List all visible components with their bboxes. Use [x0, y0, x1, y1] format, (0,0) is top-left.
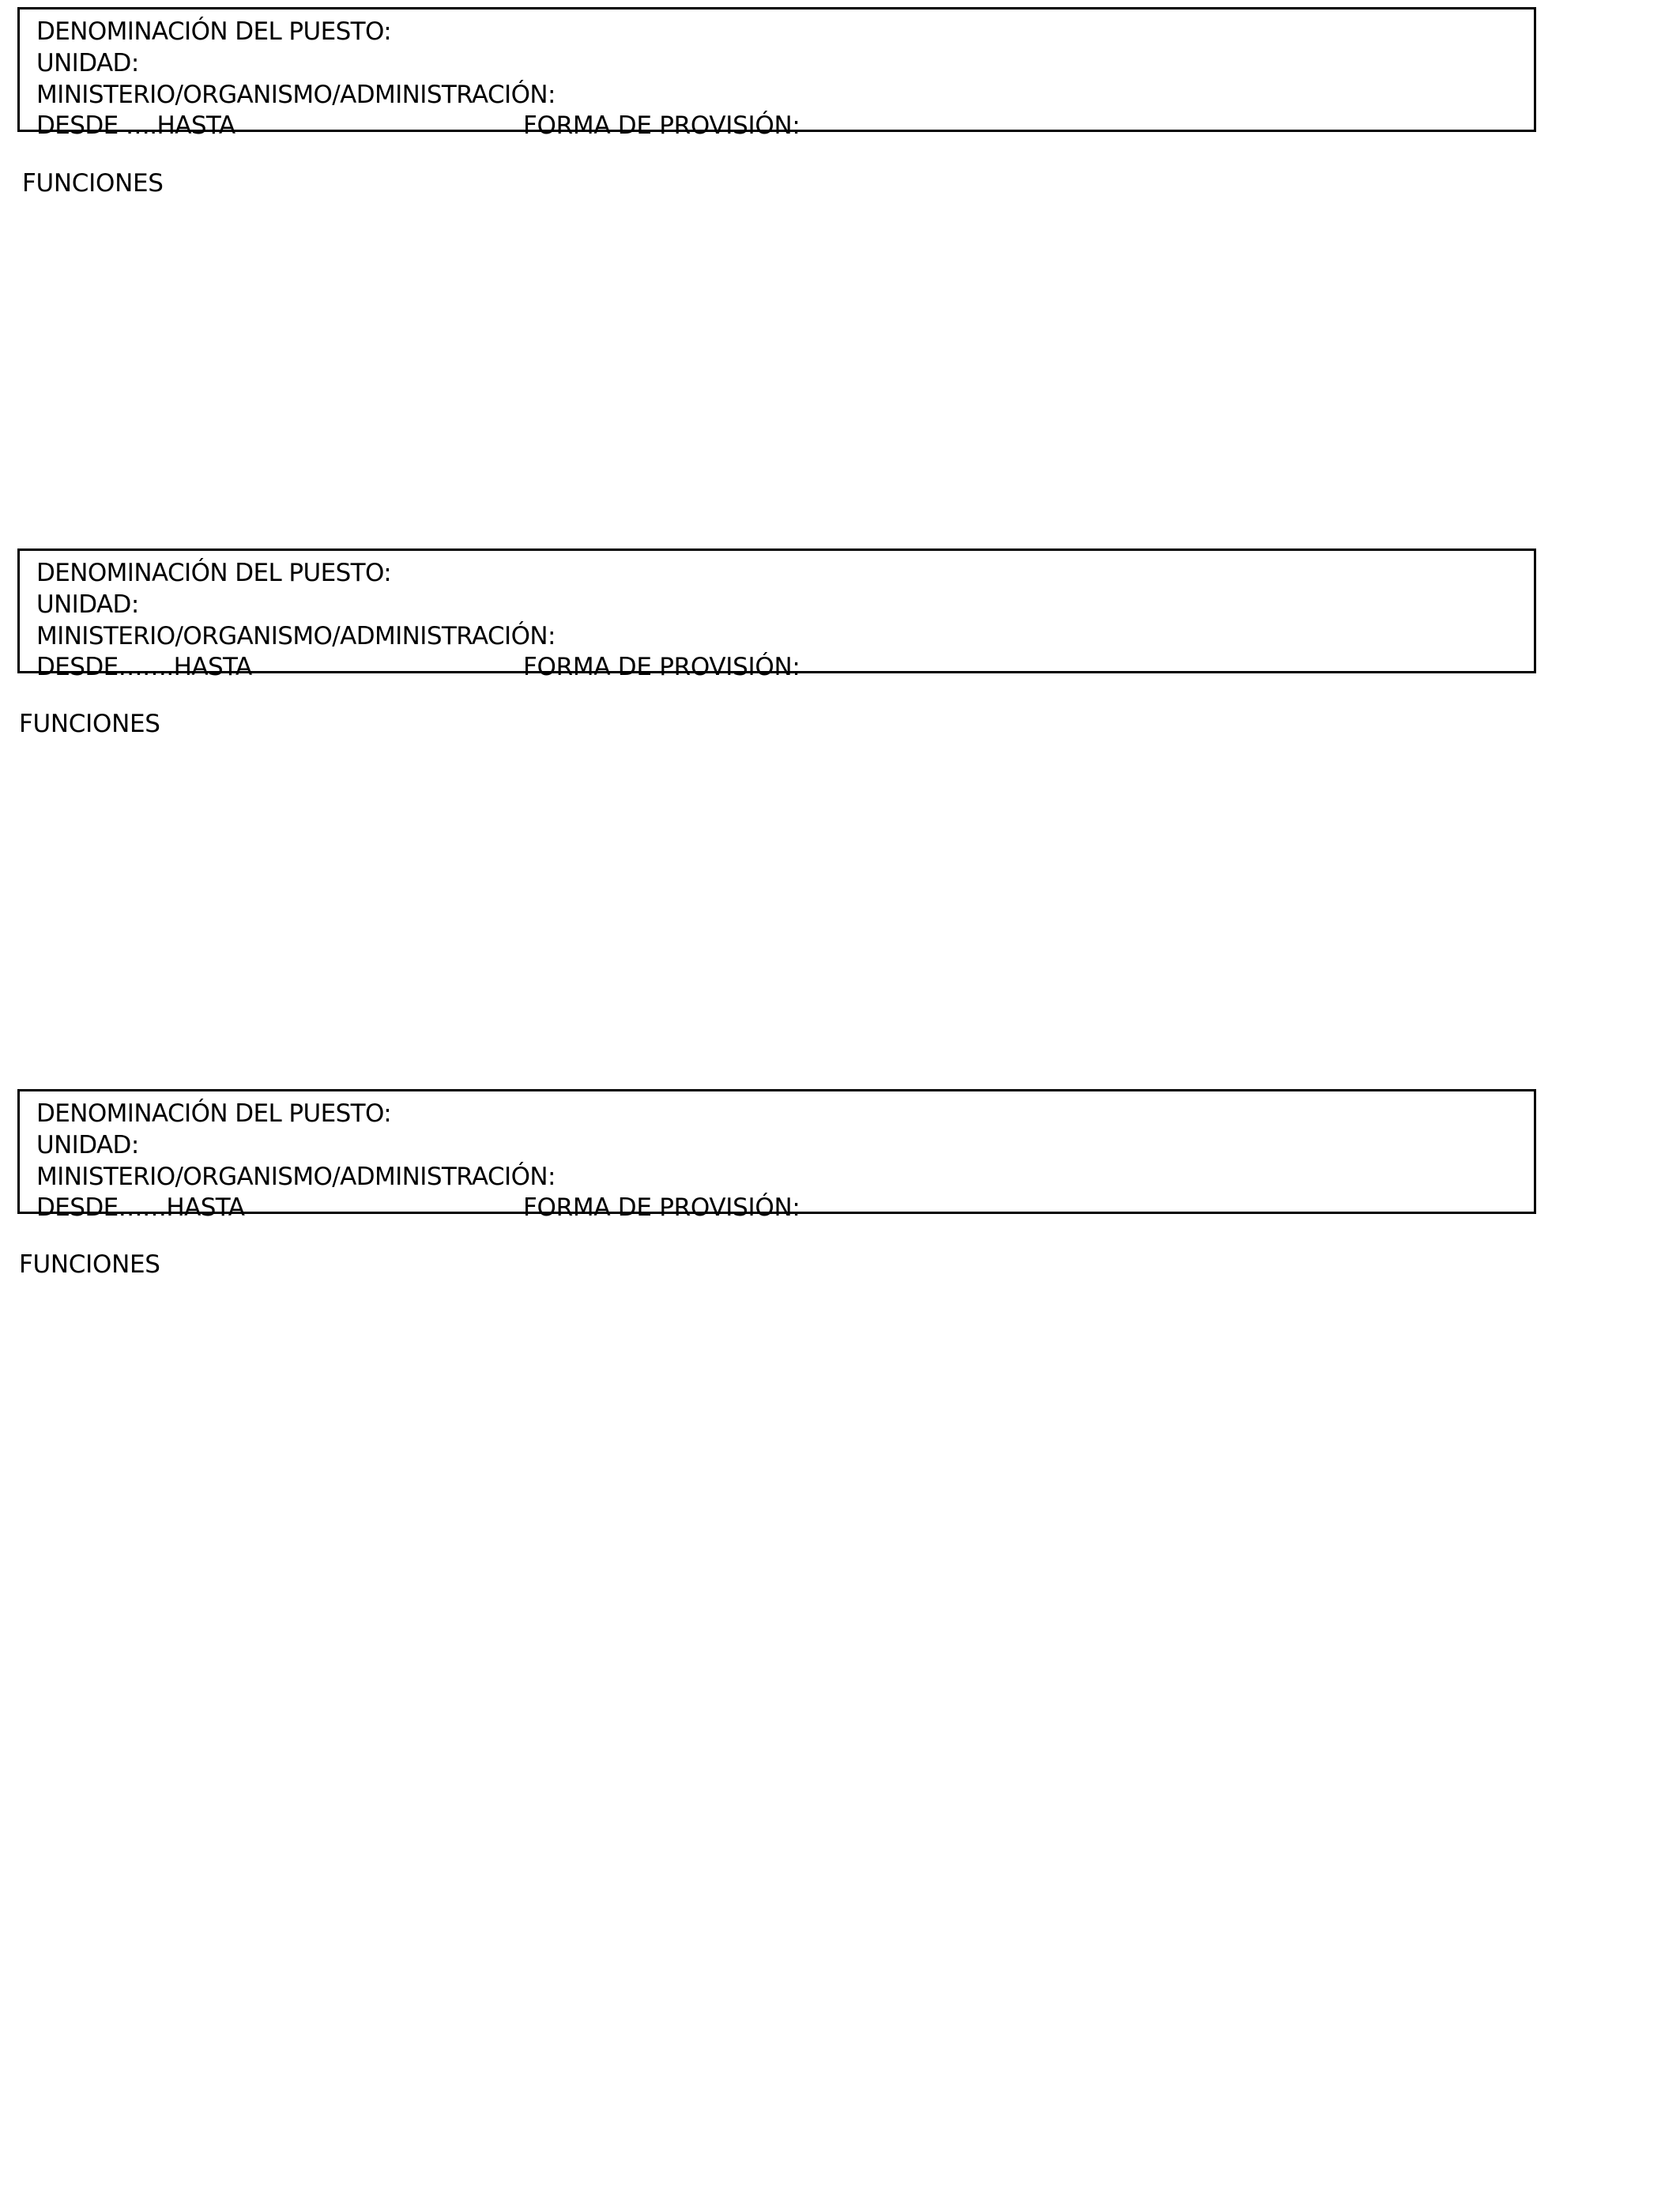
provision-method-label: FORMA DE PROVISIÓN: — [523, 1193, 800, 1222]
provision-method-label: FORMA DE PROVISIÓN: — [523, 653, 800, 681]
job-title-label: DENOMINACIÓN DEL PUESTO: — [36, 559, 392, 587]
functions-heading-2: FUNCIONES — [19, 710, 160, 738]
unit-label: UNIDAD: — [36, 1131, 139, 1159]
job-title-label: DENOMINACIÓN DEL PUESTO: — [36, 1099, 392, 1128]
job-position-box-3 — [17, 1089, 1536, 1222]
functions-heading-3: FUNCIONES — [19, 1250, 160, 1279]
unit-label: UNIDAD: — [36, 590, 139, 619]
ministry-label: MINISTERIO/ORGANISMO/ADMINISTRACIÓN: — [36, 81, 556, 109]
job-position-box-1 — [17, 7, 1536, 140]
ministry-label: MINISTERIO/ORGANISMO/ADMINISTRACIÓN: — [36, 1163, 556, 1191]
date-range-label: DESDE…….HASTA — [36, 653, 252, 681]
unit-label: UNIDAD: — [36, 49, 139, 77]
job-position-box-2 — [17, 548, 1536, 681]
provision-method-label: FORMA DE PROVISIÓN: — [523, 111, 800, 140]
functions-heading-1: FUNCIONES — [22, 169, 164, 198]
ministry-label: MINISTERIO/ORGANISMO/ADMINISTRACIÓN: — [36, 622, 556, 650]
date-range-label: DESDE……HASTA — [36, 1193, 245, 1222]
job-title-label: DENOMINACIÓN DEL PUESTO: — [36, 17, 392, 46]
date-range-label: DESDE ….HASTA — [36, 111, 235, 140]
